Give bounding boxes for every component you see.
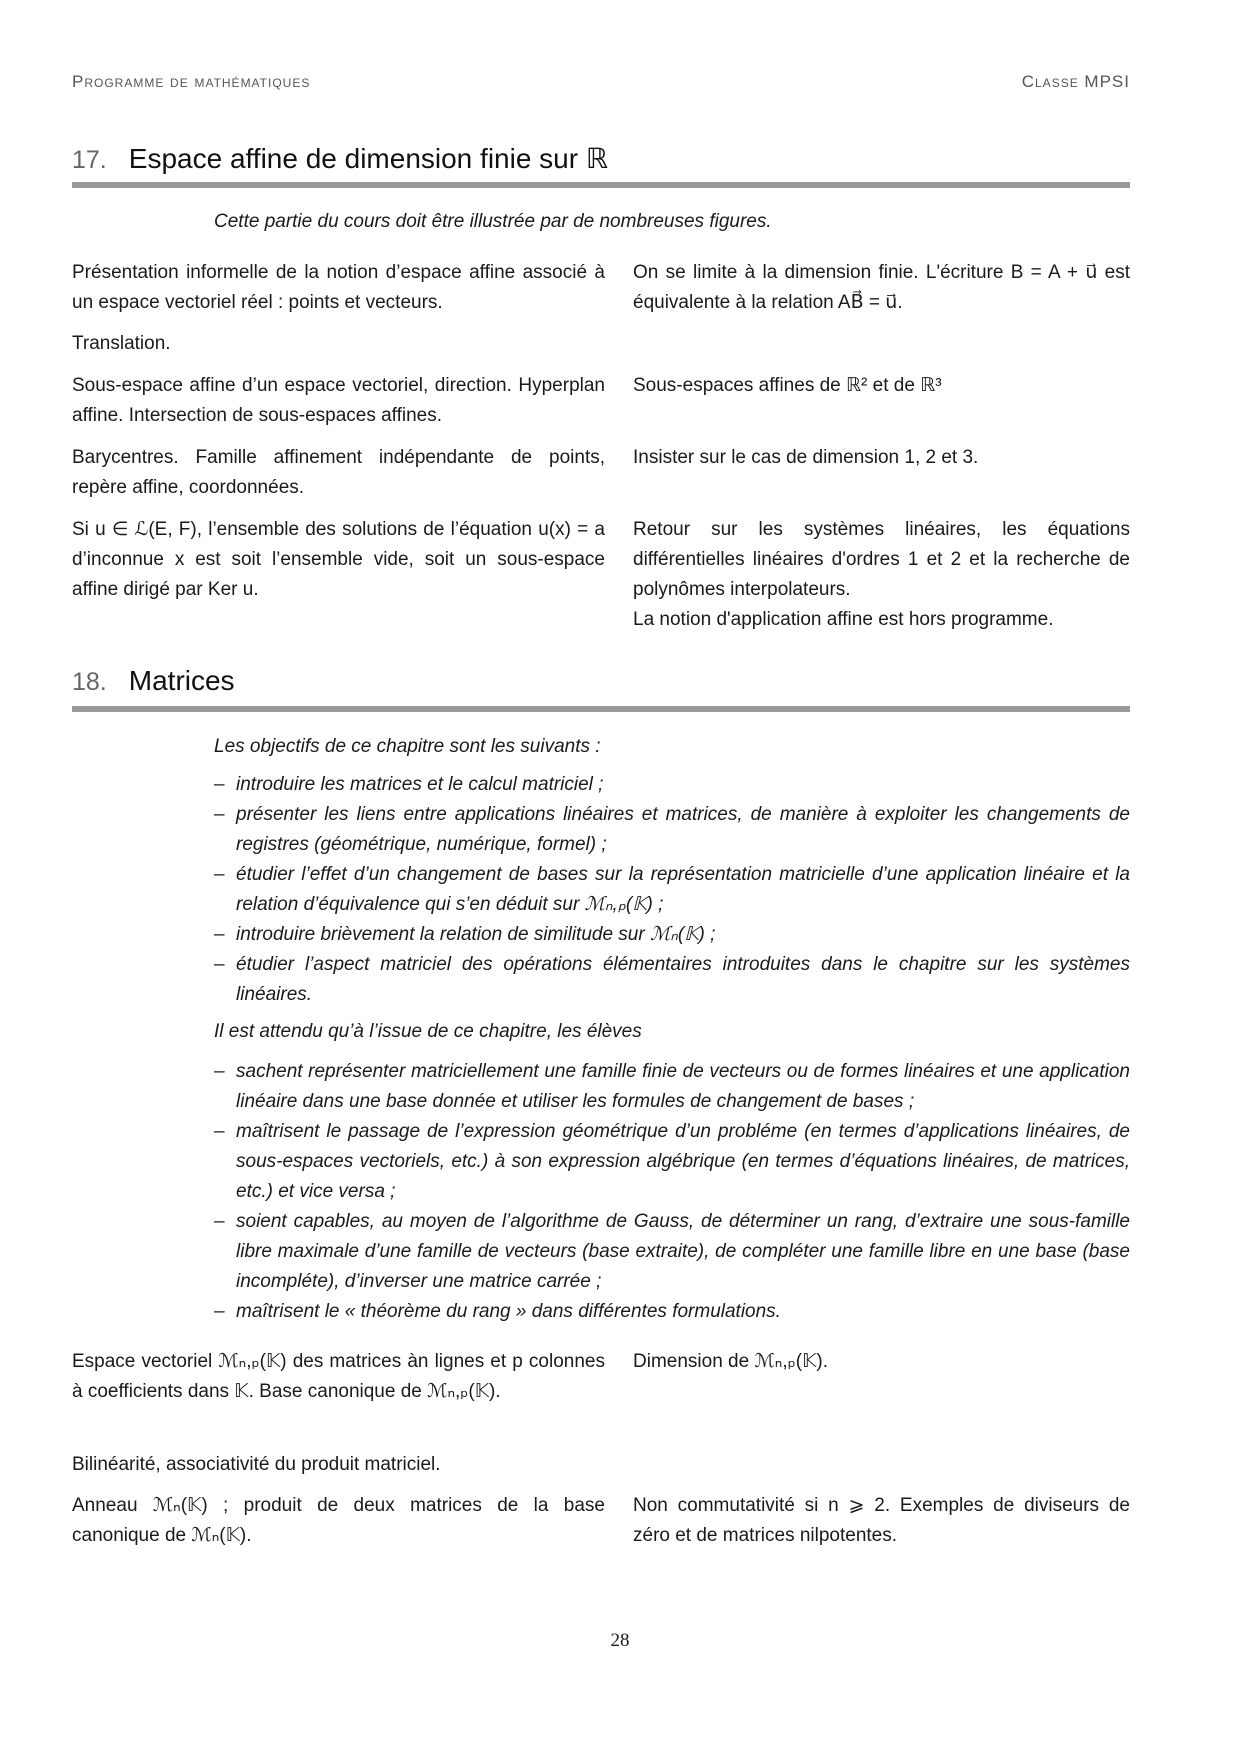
section-title: Matrices [128, 665, 235, 696]
row-right: Insister sur le cas de dimension 1, 2 et 3. [633, 447, 979, 468]
section-17-heading [72, 142, 608, 175]
list-item: – introduire brièvement la relation de similitude sur ℳₙ(𝕂) ; [214, 920, 1130, 950]
expected-title: Il est attendu qu’à l’issue de ce chapitre, les élèves [214, 1021, 642, 1042]
row-right [633, 515, 1130, 635]
list-item: – maîtrisent le « théorème du rang » dans différentes formulations. [214, 1297, 1130, 1327]
section-rule [72, 706, 1130, 712]
row-right: On se limite à la dimension finie. L'écriture B = A + u⃗ est équivalente à la relation AB⃗ = u⃗. [633, 262, 1130, 313]
list-item: – étudier l’effet d’un changement de bases sur la représentation matricielle d’une application linéaire et la relation d’équivalence qui s’en déduit sur ℳₙ,ₚ(𝕂) ; [214, 860, 1130, 920]
list-item: – introduire les matrices et le calcul matriciel ; [214, 770, 1130, 800]
row-right: Dimension de ℳₙ,ₚ(𝕂). [633, 1351, 828, 1372]
row-right-note: La notion d'application affine est hors programme. [633, 609, 1054, 630]
row-right-text: Retour sur les systèmes linéaires, les équations différentielles linéaires d'ordres 1 et 2 et la recherche de polynômes interpolateurs. [633, 519, 1130, 600]
list-item: – étudier l’aspect matriciel des opérations élémentaires introduites dans le chapitre sur les systèmes linéaires. [214, 950, 1130, 1010]
section-rule [72, 182, 1130, 188]
row-left: Anneau ℳₙ(𝕂) ; produit de deux matrices de la base canonique de ℳₙ(𝕂). [72, 1495, 605, 1546]
section-title: Espace affine de dimension finie sur ℝ [128, 143, 609, 174]
row-left: Sous-espace affine d’un espace vectoriel, direction. Hyperplan affine. Intersection de sous-espaces affines. [72, 375, 605, 426]
row-left: Espace vectoriel ℳₙ,ₚ(𝕂) des matrices àn lignes et p colonnes à coefficients dans 𝕂. Base canonique de ℳₙ,ₚ(𝕂). [72, 1351, 605, 1402]
list-item: – sachent représenter matriciellement une famille finie de vecteurs ou de formes linéaires et une application linéaire dans une base donnée et utiliser les formules de changement de bases ; [214, 1057, 1130, 1117]
objectives-list [214, 770, 1130, 1010]
section-18-heading [72, 665, 235, 697]
list-item: – maîtrisent le passage de l’expression géométrique d’un probléme (en termes d’applications linéaires, de sous-espaces vectoriels, etc.) à son expression algébrique (en termes d’équations linéaires, de matrices, etc.) et vice versa ; [214, 1117, 1130, 1207]
list-item: – soient capables, au moyen de l’algorithme de Gauss, de déterminer un rang, d’extraire une sous-famille libre maximale d’une famille de vecteurs (base extraite), de compléter une famille libre en une base (base incompléte), d’inverser une matrice carrée ; [214, 1207, 1130, 1297]
expected-list [214, 1057, 1130, 1327]
row-right: Sous-espaces affines de ℝ² et de ℝ³ [633, 375, 942, 396]
section-number: 18. [72, 668, 107, 696]
objectives-title: Les objectifs de ce chapitre sont les suivants : [214, 736, 601, 757]
row-left: Barycentres. Famille affinement indépendante de points, repère affine, coordonnées. [72, 447, 605, 498]
page-number: 28 [610, 1630, 630, 1651]
section-intro: Cette partie du cours doit être illustrée par de nombreuses figures. [214, 211, 772, 232]
running-header-left: Programme de mathématiques [72, 72, 311, 91]
row-left: Bilinéarité, associativité du produit matriciel. [72, 1454, 441, 1475]
running-header-right: Classe MPSI [1021, 72, 1130, 91]
section-number: 17. [72, 146, 107, 174]
row-left: Si u ∈ ℒ(E, F), l’ensemble des solutions de l’équation u(x) = a d’inconnue x est soit l’ensemble vide, soit un sous-espace affine dirigé par Ker u. [72, 519, 605, 600]
list-item: – présenter les liens entre applications linéaires et matrices, de manière à exploiter les changements de registres (géométrique, numérique, formel) ; [214, 800, 1130, 860]
row-right: Non commutativité si n ⩾ 2. Exemples de diviseurs de zéro et de matrices nilpotentes. [633, 1495, 1130, 1546]
row-left: Translation. [72, 333, 171, 354]
row-left: Présentation informelle de la notion d’espace affine associé à un espace vectoriel réel : points et vecteurs. [72, 262, 605, 313]
